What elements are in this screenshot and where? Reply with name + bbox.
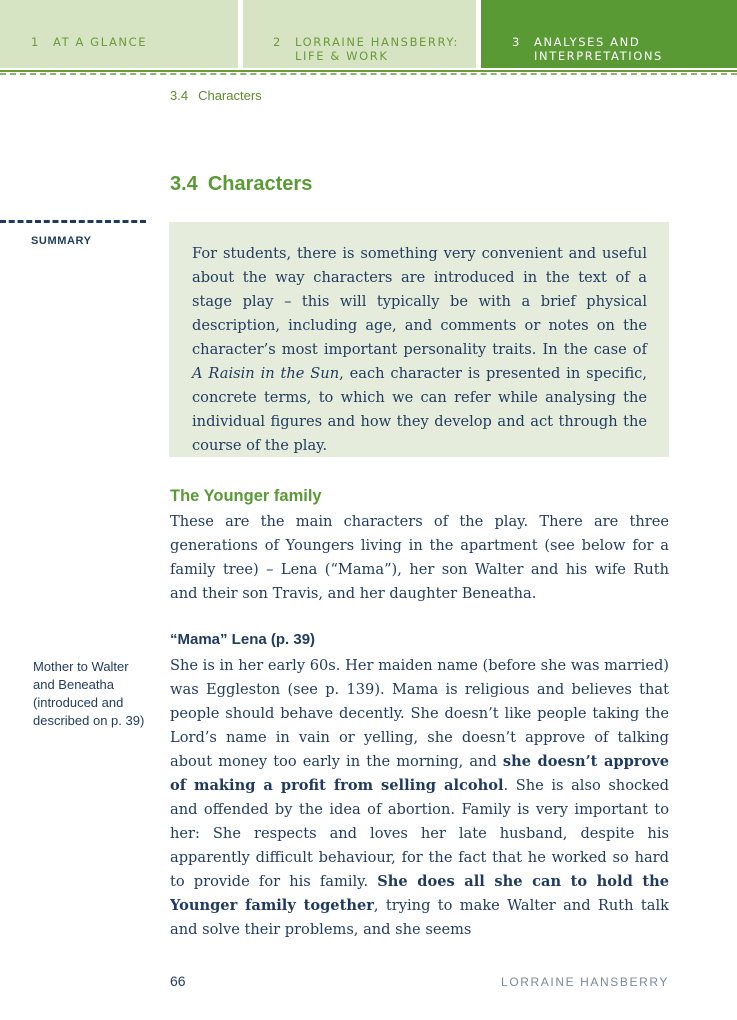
mama-heading: “Mama” Lena (p. 39): [170, 631, 316, 648]
mama-text-bold: She does all she can to hold the Younger family together: [170, 873, 669, 914]
tab-number: 3: [512, 35, 521, 49]
tab-label: [295, 35, 459, 68]
header-dashed-rule: [0, 73, 737, 75]
running-footer-title: LORRAINE HANSBERRY: [501, 975, 669, 989]
margin-note: Mother to Walter and Beneatha (introduced and described on p. 39): [33, 659, 145, 728]
section-title: [170, 173, 312, 196]
mama-text-part: . She is also shocked and offended by the idea of abortion. Family is very important to her: She respects and loves her late husband, despite his apparently difficult behaviour, for the fact that he worked so hard to provide for his family.: [170, 777, 669, 890]
younger-family-heading: The Younger family: [170, 487, 322, 505]
breadcrumb: [170, 88, 262, 103]
page-number: 66: [170, 973, 186, 989]
mama-text: [170, 654, 669, 942]
tab-label-line: ANALYSES AND: [534, 35, 641, 49]
summary-text: For students, there is something very convenient and useful about the way characters are introduced in the text of a stage play – this will typically be with a brief physical description, including age, and comments or notes on the character’s most important personality traits. In the case of: [192, 245, 647, 358]
younger-family-text: These are the main characters of the play. There are three generations of Youngers living in the apartment (see below for a family tree) – Lena (“Mama”), her son Walter and his wife Ruth and their son Travis, and her daughter Beneatha.: [170, 513, 669, 602]
section-heading: Characters: [207, 173, 313, 195]
summary-text: , each character is presented in specific, concrete terms, to which we can refer while analysing the individual figures and how they develop and act through the course of the play.: [192, 365, 647, 454]
header-rule: [0, 70, 737, 72]
section-number: 3.4: [170, 173, 198, 195]
margin-dashed-rule: [0, 220, 146, 223]
chapter-tabs: [0, 0, 737, 68]
tab-analyses-and-interpretations[interactable]: [481, 0, 737, 68]
tab-label-line: INTERPRETATIONS: [534, 49, 663, 63]
tab-label: [534, 35, 663, 68]
breadcrumb-title: Characters: [198, 88, 262, 103]
mama-text-part: She is in her early 60s. Her maiden name (before she was married) was Eggleston (see p. 139). Mama is religious and believes that people should behave decently. She doesn’t like people taking the Lord’s name in vain or yelling, she doesn’t approve of talking about money too early in the morning, and: [170, 657, 669, 770]
summary-title-italic: A Raisin in the Sun: [192, 365, 340, 382]
tab-label-line: LIFE & WORK: [295, 49, 389, 63]
tab-label: AT A GLANCE: [53, 35, 148, 49]
mama-text-part: , trying to make Walter and Ruth talk and solve their problems, and she seems: [170, 897, 669, 938]
summary-box: [169, 222, 669, 457]
mama-text-bold: she doesn’t approve of making a profit from selling alcohol: [170, 753, 669, 794]
tab-life-and-work[interactable]: [243, 0, 476, 68]
tab-label-line: LORRAINE HANSBERRY:: [295, 35, 459, 49]
breadcrumb-number: 3.4: [170, 88, 189, 103]
tab-number: 2: [273, 35, 282, 49]
tab-at-a-glance[interactable]: [0, 0, 238, 68]
summary-label: SUMMARY: [31, 235, 92, 247]
tab-number: 1: [31, 35, 40, 49]
